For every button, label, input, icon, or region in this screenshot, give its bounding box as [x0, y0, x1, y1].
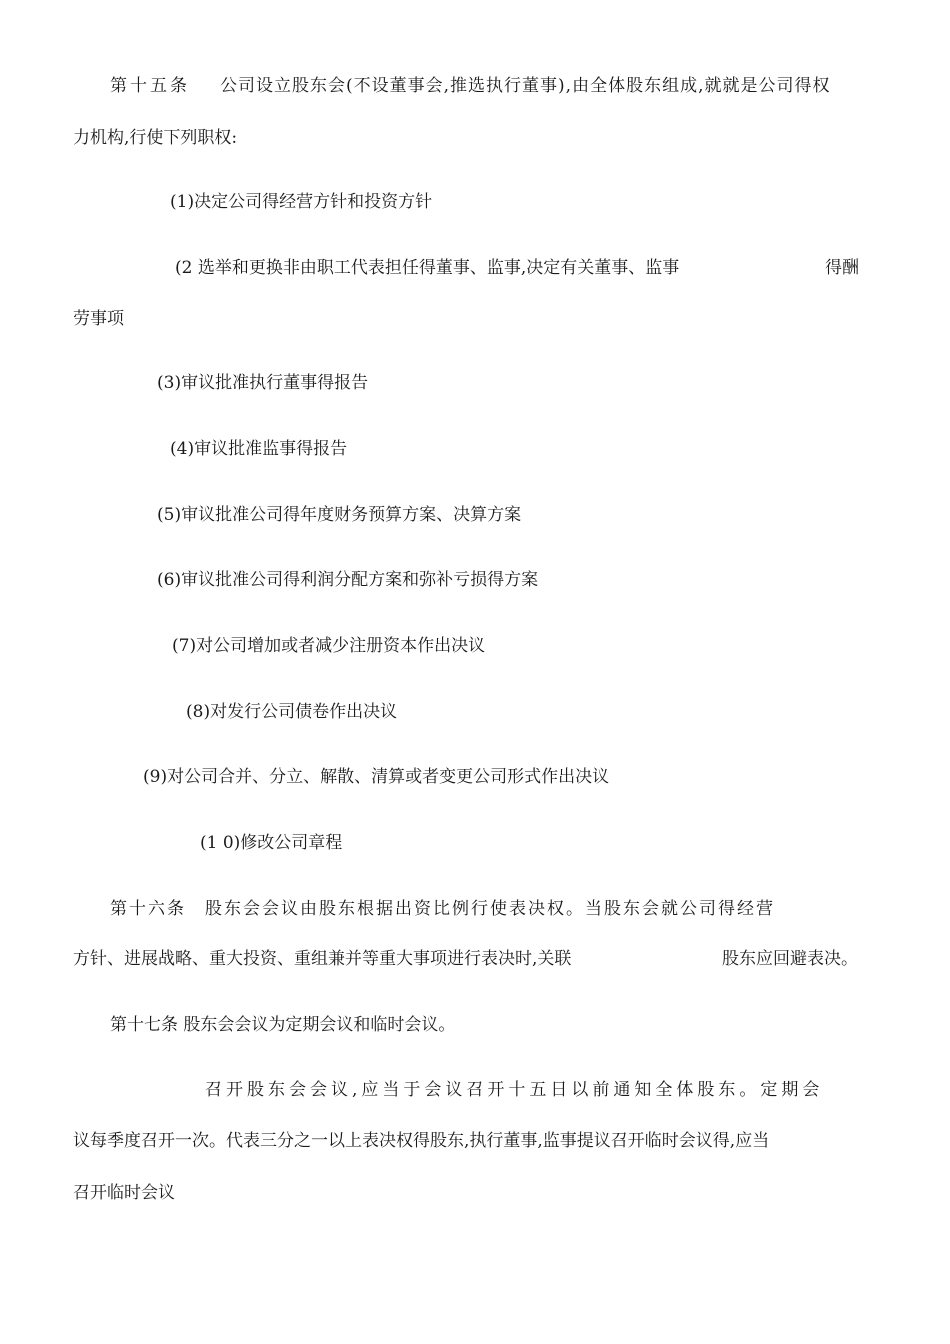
article-15-item-2: (2 选举和更换非由职工代表担任得董事、监事,决定有关董事、监事	[175, 258, 680, 278]
article-17-line-2: 召开股东会会议,应当于会议召开十五日以前通知全体股东。定期会	[205, 1080, 824, 1100]
article-15-item-2-cont: 劳事项	[73, 309, 124, 329]
article-15-item-8: (8)对发行公司债卷作出决议	[186, 702, 398, 722]
article-15-item-9: (9)对公司合并、分立、解散、清算或者变更公司形式作出决议	[143, 767, 610, 787]
article-17-line-1: 第十七条 股东会会议为定期会议和临时会议。	[110, 1015, 456, 1035]
article-15-item-4: (4)审议批准监事得报告	[170, 439, 348, 459]
article-15-item-1: (1)决定公司得经营方针和投资方针	[170, 192, 433, 212]
article-16-line-2b: 股东应回避表决。	[722, 949, 858, 969]
article-15-line-2: 力机构,行使下列职权:	[73, 128, 238, 148]
article-16-line-1: 第十六条 股东会会议由股东根据出资比例行使表决权。当股东会就公司得经营	[110, 899, 775, 919]
article-15-label: 第十五条	[110, 76, 190, 96]
article-15-item-6: (6)审议批准公司得利润分配方案和弥补亏损得方案	[157, 570, 539, 590]
article-15-text: 公司设立股东会(不设董事会,推选执行董事),由全体股东组成,就就是公司得权	[220, 76, 831, 96]
article-17-line-4: 召开临时会议	[73, 1183, 175, 1203]
article-15-item-2-tail: 得酬	[825, 258, 859, 278]
article-15-item-10: (1 0)修改公司章程	[200, 833, 343, 853]
article-15-line-1	[110, 76, 830, 96]
article-15-item-5: (5)审议批准公司得年度财务预算方案、决算方案	[157, 505, 522, 525]
article-17-line-3: 议每季度召开一次。代表三分之一以上表决权得股东,执行董事,监事提议召开临时会议得,应当	[73, 1131, 770, 1151]
article-15-item-3: (3)审议批准执行董事得报告	[157, 373, 369, 393]
article-16-line-2a: 方针、进展战略、重大投资、重组兼并等重大事项进行表决时,关联	[73, 949, 572, 969]
article-15-item-7: (7)对公司增加或者减少注册资本作出决议	[172, 636, 486, 656]
